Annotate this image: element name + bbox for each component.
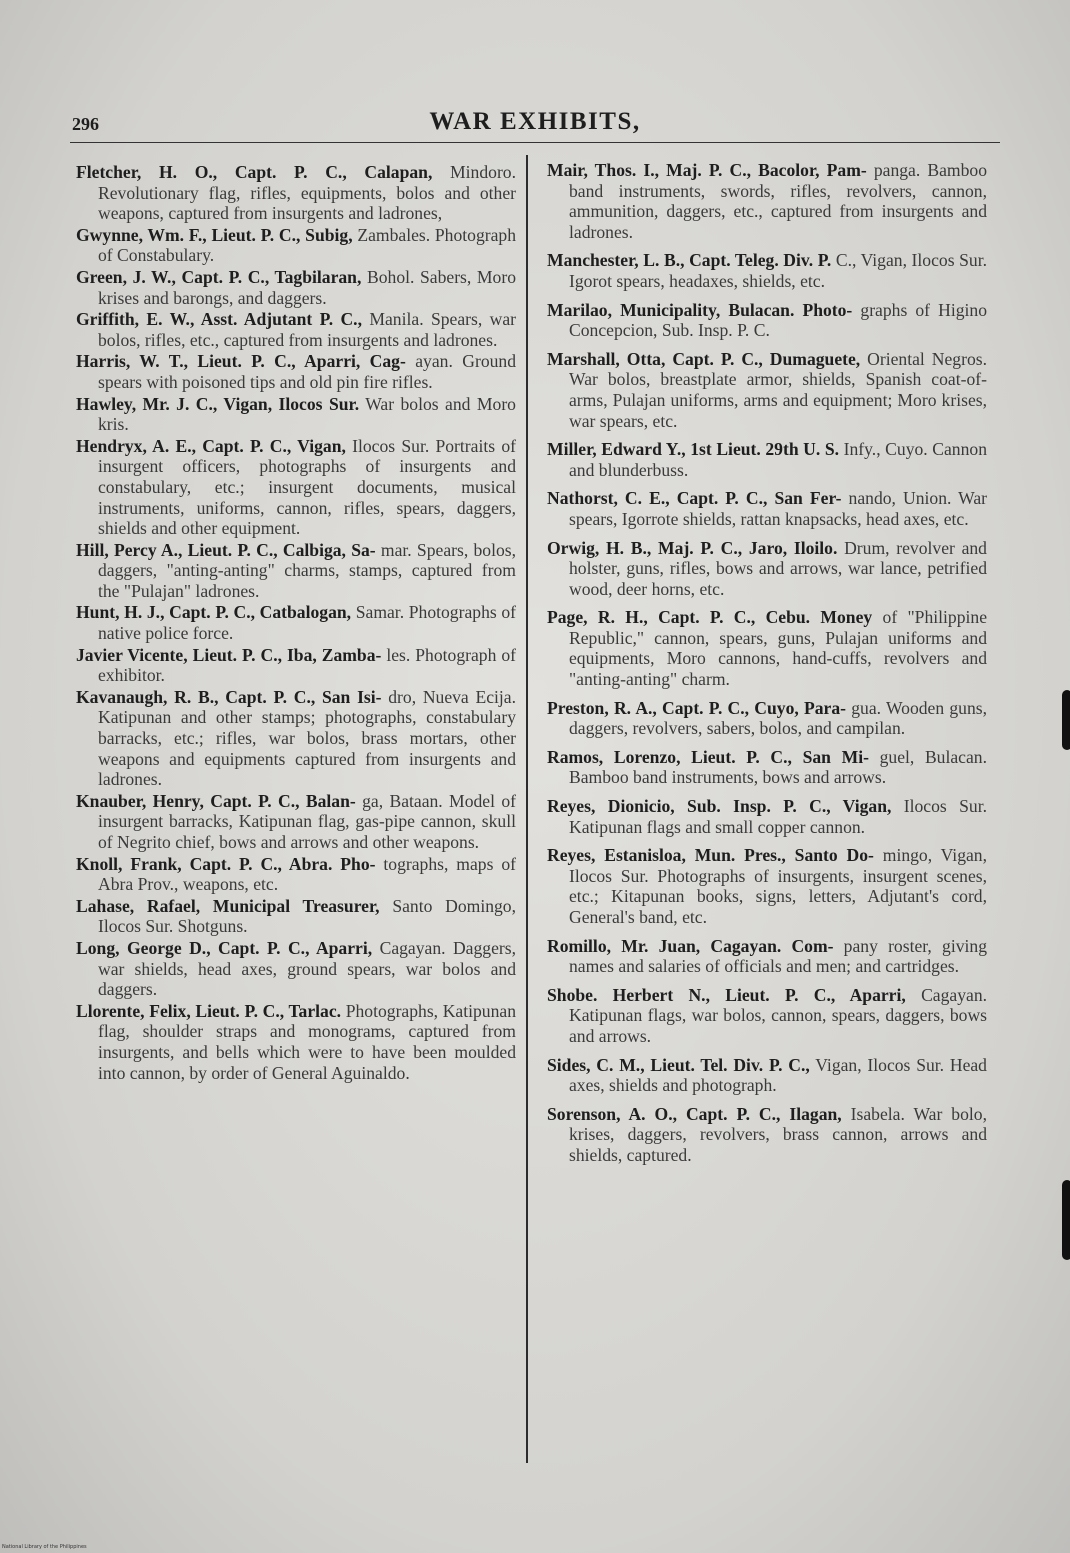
exhibit-description: of "Philippine Republic," cannon, spears, guns, Pulajan uniforms and equipments, Moro cannons, hand-cuffs, revolvers and "anting-anting" charm. — [569, 607, 988, 690]
exhibit-description: tographs, maps of Abra Prov., weapons, etc. — [98, 853, 516, 895]
exhibit-description: nando, Union. War spears, Igorrote shields, rattan knapsacks, head axes, etc. — [569, 488, 988, 529]
exhibit-description: Infy., Cuyo. Cannon and blunderbuss. — [569, 439, 987, 480]
exhibit-description: Samar. Photographs of native police force. — [98, 602, 517, 644]
exhibit-entry — [547, 845, 987, 927]
left-column — [76, 162, 516, 1084]
exhibitor-name: Knoll, Frank, Capt. P. C., Abra. Pho- — [76, 853, 376, 874]
exhibitor-name: Preston, R. A., Capt. P. C., Cuyo, Para- — [547, 697, 847, 718]
exhibit-entry — [547, 160, 987, 242]
exhibit-description: ayan. Ground spears with poisoned tips and old pin fire rifles. — [98, 351, 517, 392]
exhibitor-name: Reyes, Dionicio, Sub. Insp. P. C., Vigan, — [547, 796, 892, 817]
exhibit-description: mingo, Vigan, Ilocos Sur. Photographs of insurgents, insurgent scenes, etc.; Kitapunan books, signs, letters, Adjutant's cord, General's band, etc. — [569, 845, 987, 927]
exhibit-description: Manila. Spears, war bolos, rifles, etc., captured from insurgents and ladrones. — [98, 309, 516, 350]
exhibitor-name: Nathorst, C. E., Capt. P. C., San Fer- — [547, 488, 842, 509]
exhibit-entry — [547, 250, 987, 291]
exhibit-description: Zambales. Photograph of Constabulary. — [98, 224, 517, 266]
exhibit-description: Santo Domingo, Ilocos Sur. Shotguns. — [98, 895, 517, 937]
exhibit-entry — [547, 488, 987, 529]
exhibit-entry — [76, 162, 516, 224]
exhibit-entry — [547, 439, 987, 480]
exhibitor-name: Sides, C. M., Lieut. Tel. Div. P. C., — [547, 1054, 810, 1075]
exhibit-description: panga. Bamboo band instruments, swords, rifles, revolvers, cannon, ammunition, daggers, etc., captured from insurgents and ladrones. — [569, 160, 987, 242]
exhibitor-name: Kavanaugh, R. B., Capt. P. C., San Isi- — [76, 686, 382, 707]
exhibit-entry — [76, 854, 516, 895]
exhibit-description: pany roster, giving names and salaries of officials and men; and cartridges. — [569, 935, 987, 977]
exhibit-entry — [76, 896, 516, 937]
exhibitor-name: Hill, Percy A., Lieut. P. C., Calbiga, Sa- — [76, 539, 376, 560]
exhibitor-name: Manchester, L. B., Capt. Teleg. Div. P. — [547, 250, 832, 271]
page-header — [70, 108, 1000, 143]
exhibit-entry — [547, 985, 987, 1047]
exhibitor-name: Miller, Edward Y., 1st Lieut. 29th U. S. — [547, 439, 840, 460]
exhibit-description: Ilocos Sur. Katipunan flags and small copper cannon. — [569, 796, 987, 837]
exhibit-description: guel, Bulacan. Bamboo band instruments, bows and arrows. — [569, 746, 987, 788]
exhibitor-name: Romillo, Mr. Juan, Cagayan. Com- — [547, 935, 834, 956]
exhibit-entry — [76, 602, 516, 643]
exhibitor-name: Sorenson, A. O., Capt. P. C., Ilagan, — [547, 1103, 842, 1124]
exhibitor-name: Mair, Thos. I., Maj. P. C., Bacolor, Pam- — [547, 160, 867, 180]
running-title: WAR EXHIBITS, — [429, 108, 641, 135]
exhibit-description: Bohol. Sabers, Moro krises and barongs, and daggers. — [98, 266, 517, 308]
exhibit-description: Mindoro. Revolutionary flag, rifles, equipments, bolos and other weapons, captured from insurgents and ladrones, — [98, 162, 516, 224]
exhibit-entry — [76, 645, 516, 686]
exhibit-description: Cagayan. Katipunan flags, war bolos, cannon, spears, daggers, bows and arrows. — [569, 984, 988, 1046]
exhibit-entry — [76, 436, 516, 539]
exhibit-entry — [547, 698, 987, 739]
exhibit-description: Vigan, Ilocos Sur. Head axes, shields and photograph. — [569, 1054, 987, 1096]
exhibitor-name: Long, George D., Capt. P. C., Aparri, — [76, 937, 373, 958]
exhibit-description: War bolos and Moro kris. — [98, 393, 516, 435]
exhibitor-name: Gwynne, Wm. F., Lieut. P. C., Subig, — [76, 224, 353, 245]
exhibitor-name: Fletcher, H. O., Capt. P. C., Calapan, — [76, 162, 433, 182]
exhibit-entry — [76, 938, 516, 1000]
exhibitor-name: Green, J. W., Capt. P. C., Tagbilaran, — [76, 266, 362, 287]
exhibit-description: ga, Bataan. Model of insurgent barracks, Katipunan flag, gas-pipe cannon, skull of Negrito chief, bows and arrows and other weapons. — [98, 790, 516, 852]
exhibitor-name: Marshall, Otta, Capt. P. C., Dumaguete, — [547, 348, 861, 369]
exhibit-entry — [547, 349, 987, 431]
right-column — [547, 160, 987, 1174]
exhibit-entry — [547, 300, 987, 341]
exhibit-entry — [76, 687, 516, 790]
exhibit-description: C., Vigan, Ilocos Sur. Igorot spears, headaxes, shields, etc. — [569, 250, 987, 291]
exhibit-entry — [76, 309, 516, 350]
library-footer-note: National Library of the Philippines — [2, 1544, 87, 1550]
scan-edge-mark — [1062, 690, 1070, 750]
exhibit-description: dro, Nueva Ecija. Katipunan and other stamps; photographs, constabulary barracks, etc.; rifles, war bolos, brass mortars, other weapons and equipments captured from insurgents and ladrones. — [98, 686, 517, 790]
exhibitor-name: Harris, W. T., Lieut. P. C., Aparri, Cag- — [76, 351, 406, 372]
exhibitor-name: Knauber, Henry, Capt. P. C., Balan- — [76, 790, 356, 811]
exhibitor-name: Ramos, Lorenzo, Lieut. P. C., San Mi- — [547, 746, 869, 767]
exhibitor-name: Javier Vicente, Lieut. P. C., Iba, Zamba- — [76, 644, 382, 665]
exhibit-entry — [76, 540, 516, 602]
exhibit-entry — [76, 351, 516, 392]
exhibit-entry — [76, 1001, 516, 1083]
exhibitor-name: Shobe. Herbert N., Lieut. P. C., Aparri, — [547, 984, 906, 1005]
exhibit-entry — [547, 1104, 987, 1166]
exhibit-entry — [547, 796, 987, 837]
exhibit-description: graphs of Higino Concepcion, Sub. Insp. P. C. — [569, 299, 988, 341]
exhibit-entry — [76, 394, 516, 435]
exhibit-description: Oriental Negros. War bolos, breastplate armor, shields, Spanish coat-of-arms, Pulajan uniforms, arms and equipment; Moro krises, war spears, etc. — [569, 348, 987, 431]
exhibit-description: Ilocos Sur. Portraits of insurgent officers, photographs of insurgents and constabulary, etc.; insurgent documents, musical instruments, uniforms, cannon, rifles, spears, daggers, shields and other equipment. — [98, 435, 516, 539]
exhibit-description: Isabela. War bolo, krises, daggers, revolvers, brass cannon, arrows and shields, captured. — [569, 1103, 987, 1165]
exhibitor-name: Reyes, Estanisloa, Mun. Pres., Santo Do- — [547, 845, 874, 866]
exhibitor-name: Orwig, H. B., Maj. P. C., Jaro, Iloilo. — [547, 537, 838, 558]
exhibit-description: les. Photograph of exhibitor. — [98, 644, 516, 686]
exhibit-entry — [76, 267, 516, 308]
exhibit-entry — [547, 747, 987, 788]
exhibit-description: gua. Wooden guns, daggers, revolvers, sabers, bolos, and campilan. — [569, 697, 988, 739]
exhibitor-name: Marilao, Municipality, Bulacan. Photo- — [547, 299, 853, 320]
column-divider — [526, 155, 528, 1463]
exhibitor-name: Llorente, Felix, Lieut. P. C., Tarlac. — [76, 1000, 342, 1021]
exhibitor-name: Hunt, H. J., Capt. P. C., Catbalogan, — [76, 602, 352, 623]
exhibit-entry — [547, 1055, 987, 1096]
exhibit-description: Drum, revolver and holster, guns, rifles, bows and arrows, war lance, petrified wood, deer horns, etc. — [569, 537, 987, 599]
exhibit-entry — [547, 936, 987, 977]
exhibitor-name: Hawley, Mr. J. C., Vigan, Ilocos Sur. — [76, 393, 360, 414]
exhibitor-name: Page, R. H., Capt. P. C., Cebu. Money — [547, 607, 873, 628]
exhibit-description: Cagayan. Daggers, war shields, head axes, ground spears, war bolos and daggers. — [98, 937, 516, 1000]
scan-edge-mark — [1062, 1180, 1070, 1260]
exhibit-entry — [76, 791, 516, 853]
exhibitor-name: Griffith, E. W., Asst. Adjutant P. C., — [76, 309, 362, 330]
exhibit-entry — [547, 538, 987, 600]
exhibitor-name: Hendryx, A. E., Capt. P. C., Vigan, — [76, 435, 346, 456]
exhibit-description: Photographs, Katipunan flag, shoulder straps and monograms, captured from insurgents, and bells which were to have been moulded into cannon, by order of General Aguinaldo. — [98, 1000, 516, 1083]
page-number: 296 — [72, 114, 99, 134]
exhibit-entry — [76, 225, 516, 266]
exhibitor-name: Lahase, Rafael, Municipal Treasurer, — [76, 895, 380, 916]
exhibit-entry — [547, 607, 987, 689]
exhibit-description: mar. Spears, bolos, daggers, "anting-anting" charms, stamps, captured from the "Pulajan" ladrones. — [98, 539, 517, 601]
